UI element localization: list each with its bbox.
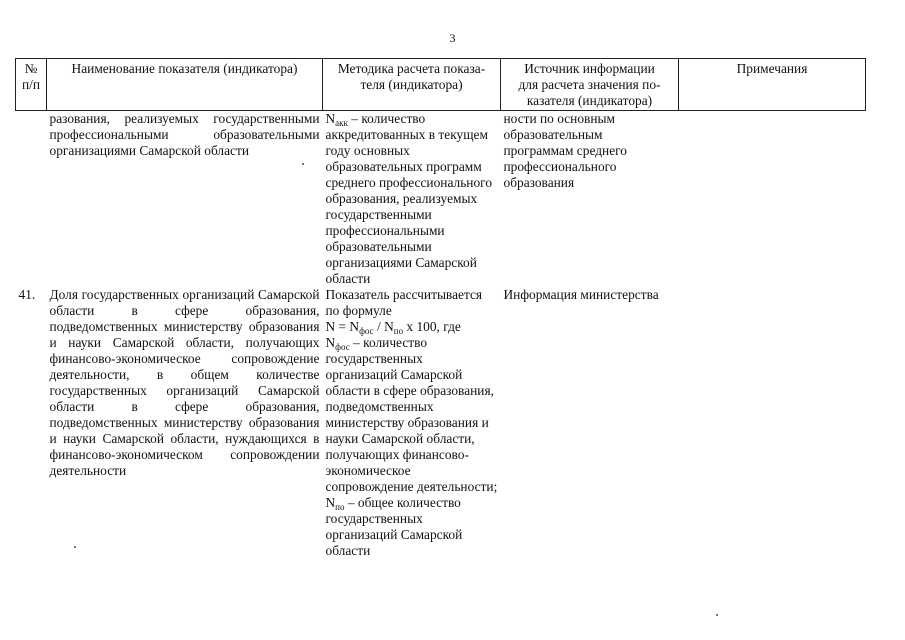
- cell-method: [323, 111, 501, 288]
- symbol-subscript: акк: [335, 118, 348, 128]
- symbol: N: [325, 111, 336, 126]
- header-name: Наименование показателя (индикатора): [47, 59, 323, 111]
- definition-1: $N_{фос}$ – количество государственных организаций Самарской области в сфере образования, подведомственных министерству образования и науки Самарской области, получающих финансово-экономическое сопровождение деятельности;: [325, 335, 498, 494]
- cell-method: [323, 287, 501, 559]
- cell-source: Информация министерства: [503, 287, 659, 302]
- cell-name: Доля государственных организаций Самарской области в сфере образования, подведомственных министерству образования и науки Самарской области, получающих финансово-экономическое сопровождение деятельности, в общем количестве государственных организаций Самарской области в сфере образования, подведомственных министерству образования и науки Самарской области, нуждающихся в финансово-экономическом сопровождении деятельности: [49, 287, 320, 478]
- header-method: Методика расчета показа- теля (индикатора): [323, 59, 501, 111]
- indicator-table: [15, 58, 866, 559]
- cell-source: ности по основным образовательным программам среднего профессионального образования: [503, 111, 627, 190]
- table-row: [16, 287, 866, 559]
- cell-num: 41.: [18, 287, 36, 302]
- scan-speck: [302, 163, 304, 165]
- formula: $N = N_{фос} / N_{по}$ x 100, где: [325, 319, 461, 336]
- cell-notes: [679, 111, 866, 288]
- cell-num: [16, 111, 47, 288]
- scan-speck: [716, 614, 718, 616]
- header-num: № п/п: [16, 59, 47, 111]
- scan-speck: [74, 546, 76, 548]
- cell-name: разования, реализуемых государственными профессиональными образовательными организациями Самарской области: [49, 111, 320, 158]
- definition-2: $N_{по}$ – общее количество государственных организаций Самарской области: [325, 495, 463, 558]
- table-row: [16, 111, 866, 288]
- header-source: Источник информации для расчета значения по- казателя (индикатора): [501, 59, 679, 111]
- cell-notes: [679, 287, 866, 559]
- page-number: 3: [449, 31, 456, 45]
- table-header-row: [16, 59, 866, 111]
- method-intro: Показатель рассчитывается по формуле: [325, 287, 483, 318]
- method-text: – количество аккредитованных в текущем году основных образовательных программ среднего профессионального образования, реализуемых государственными профессиональными образовательными организациями Самарской области: [325, 111, 493, 286]
- header-notes: Примечания: [679, 59, 866, 111]
